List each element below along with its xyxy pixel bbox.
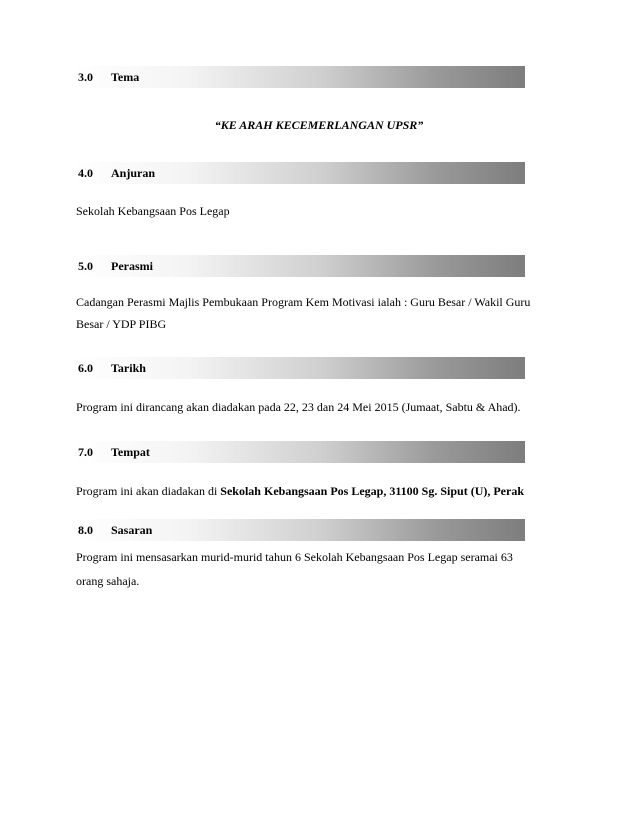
tempat-text-prefix: Program ini akan diadakan di — [76, 484, 221, 498]
section-number: 6.0 — [78, 361, 93, 375]
section-heading-sasaran — [74, 519, 525, 541]
sasaran-line-1: Program ini mensasarkan murid-murid tahun 6 Sekolah Kebangsaan Pos Legap seramai 63 — [76, 550, 513, 564]
sasaran-line-2: orang sahaja. — [76, 574, 140, 588]
section-heading-tarikh — [74, 357, 525, 379]
section-heading-tema — [74, 66, 525, 88]
section-number: 8.0 — [78, 523, 93, 537]
perasmi-line-1: Cadangan Perasmi Majlis Pembukaan Program Kem Motivasi ialah : Guru Besar / Wakil Guru — [76, 295, 531, 309]
section-title: Tempat — [111, 445, 150, 459]
section-title: Tema — [111, 70, 140, 84]
tarikh-text: Program ini dirancang akan diadakan pada 22, 23 dan 24 Mei 2015 (Jumaat, Sabtu & Ahad). — [76, 400, 521, 414]
section-number: 5.0 — [78, 259, 93, 273]
section-number: 3.0 — [78, 70, 93, 84]
section-heading-perasmi — [74, 255, 525, 277]
anjuran-text: Sekolah Kebangsaan Pos Legap — [76, 204, 230, 218]
section-heading-anjuran — [74, 162, 525, 184]
section-title: Tarikh — [111, 361, 146, 375]
tempat-location: Sekolah Kebangsaan Pos Legap, 31100 Sg. Siput (U), Perak — [220, 484, 525, 498]
section-heading-tempat — [74, 441, 525, 463]
section-title: Perasmi — [111, 259, 153, 273]
section-number: 4.0 — [78, 166, 93, 180]
perasmi-line-2: Besar / YDP PIBG — [76, 317, 167, 331]
section-title: Sasaran — [111, 523, 153, 537]
theme-text: “KE ARAH KECEMERLANGAN UPSR” — [214, 118, 424, 132]
section-number: 7.0 — [78, 445, 93, 459]
tempat-text — [76, 480, 562, 502]
section-title: Anjuran — [111, 166, 156, 180]
